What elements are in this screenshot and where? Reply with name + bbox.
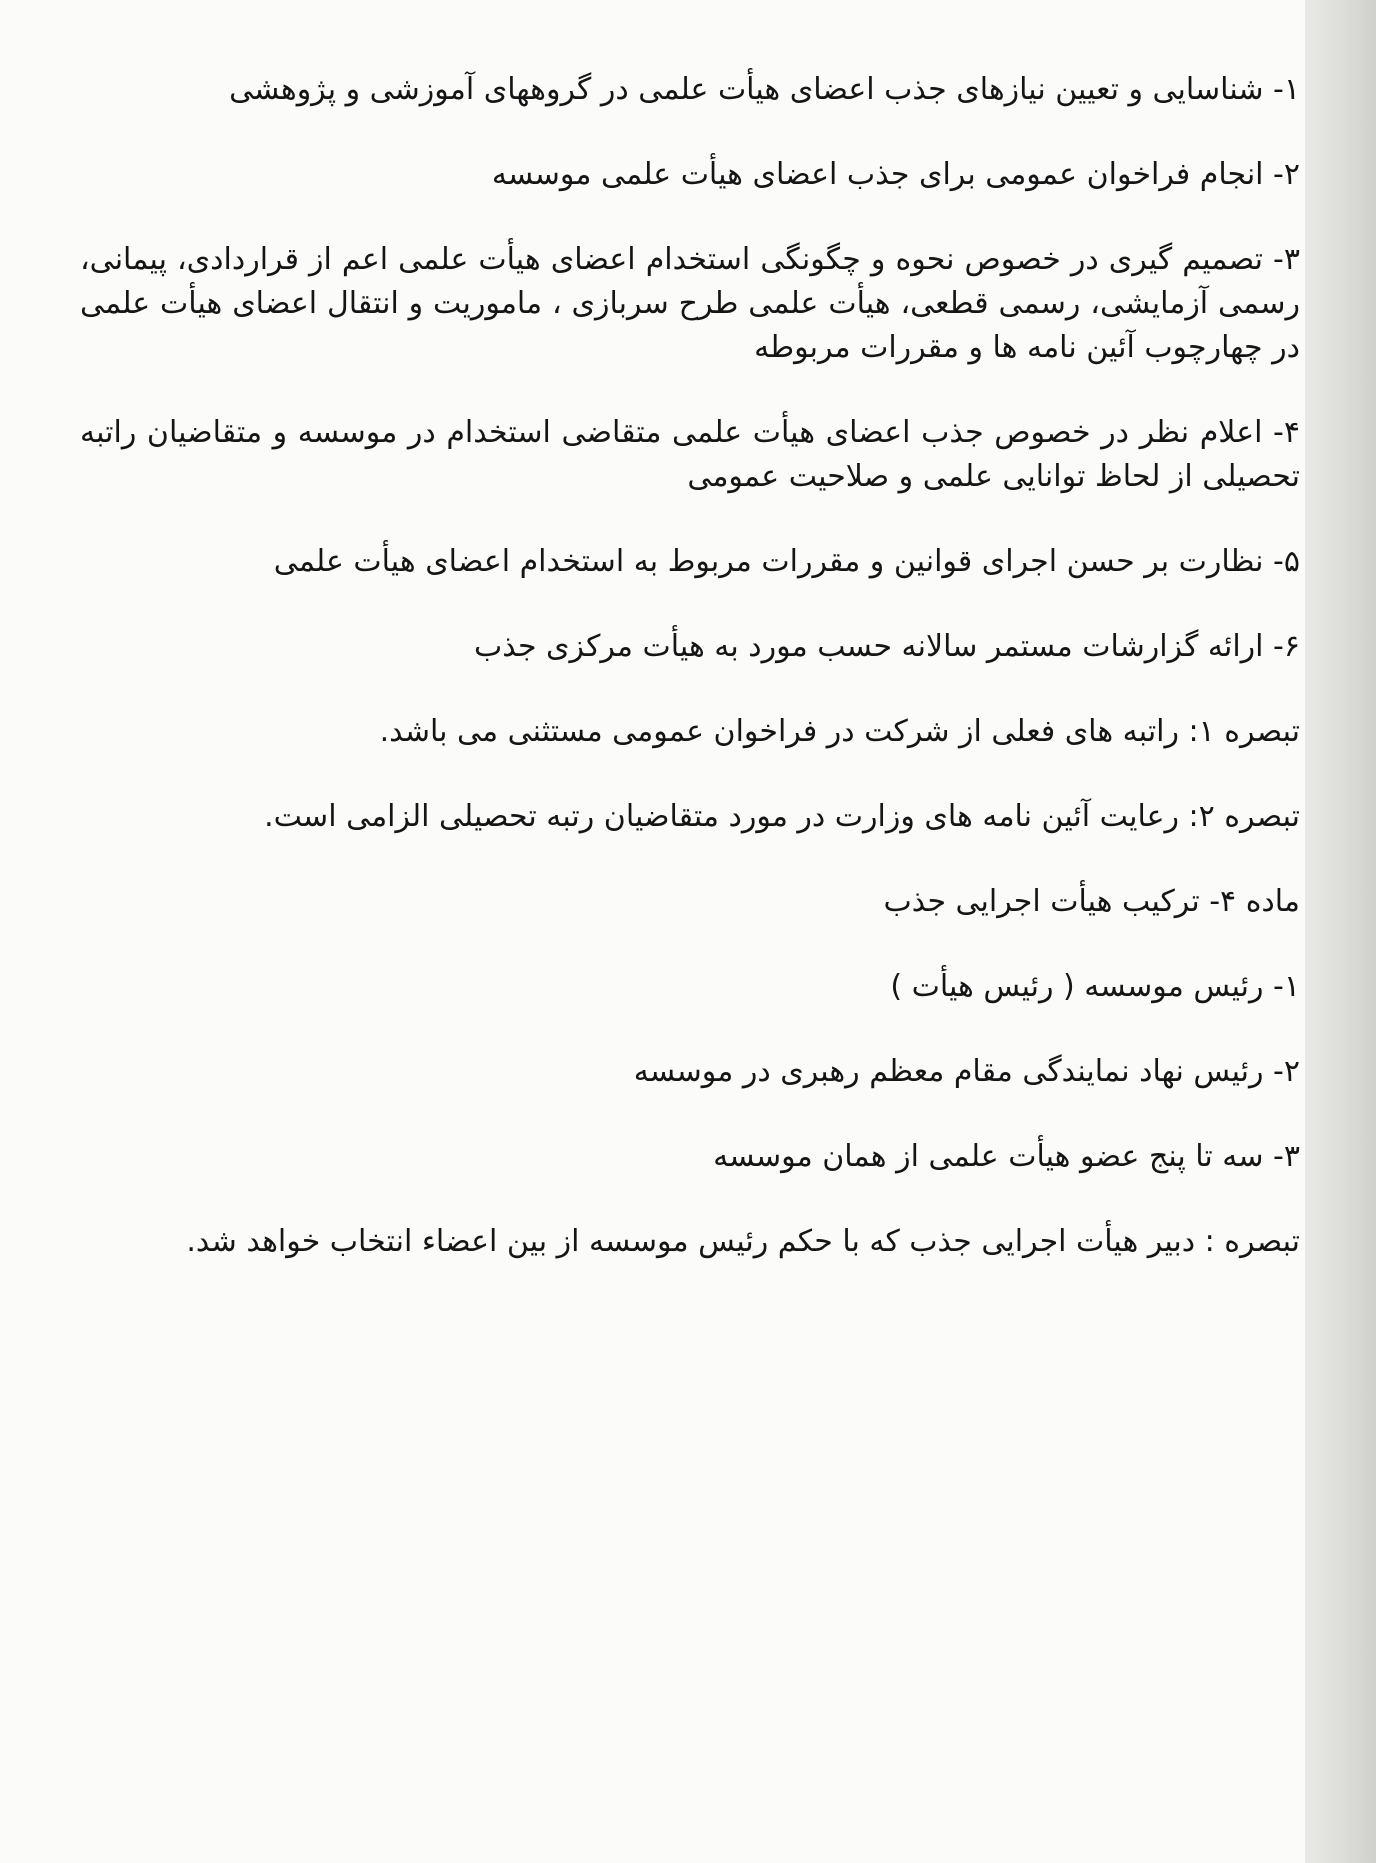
member-item-2: ۲- رئیس نهاد نمایندگی مقام معظم رهبری در موسسه [633, 1054, 1300, 1089]
document-body [80, 68, 1300, 1305]
list-item-4: ۴- اعلام نظر در خصوص جذب اعضای هیأت علمی متقاضی استخدام در موسسه و متقاضیان راتبه تحصیلی از لحاظ توانایی علمی و صلاحیت عمومی [80, 415, 1300, 494]
list-item-1: ۱- شناسایی و تعیین نیازهای جذب اعضای هیأت علمی در گروههای آموزشی و پژوهشی [229, 72, 1300, 107]
article-4-heading: ماده ۴- ترکیب هیأت اجرایی جذب [883, 884, 1300, 919]
list-item-6: ۶- ارائه گزارشات مستمر سالانه حسب مورد به هیأت مرکزی جذب [473, 629, 1300, 664]
list-item-2: ۲- انجام فراخوان عمومی برای جذب اعضای هیأت علمی موسسه [491, 157, 1300, 192]
list-item-5: ۵- نظارت بر حسن اجرای قوانین و مقررات مربوط به استخدام اعضای هیأت علمی [273, 544, 1300, 579]
note-1: تبصره ۱: راتبه های فعلی از شرکت در فراخوان عمومی مستثنی می باشد. [379, 714, 1300, 749]
note-2: تبصره ۲: رعایت آئین نامه های وزارت در مورد متقاضیان رتبه تحصیلی الزامی است. [264, 799, 1300, 834]
list-item-3: ۳- تصمیم گیری در خصوص نحوه و چگونگی استخدام اعضای هیأت علمی اعم از قراردادی، پیمانی، رسمی آزمایشی، رسمی قطعی، هیأت علمی طرح سربازی ، ماموریت و انتقال اعضای هیأت علمی در چهارچوب آئین نامه ها و مقررات مربوطه [80, 242, 1300, 365]
member-item-1: ۱- رئیس موسسه ( رئیس هیأت ) [890, 969, 1300, 1004]
note-secretary: تبصره : دبیر هیأت اجرایی جذب که با حکم رئیس موسسه از بین اعضاء انتخاب خواهد شد. [186, 1224, 1300, 1259]
page-edge [1305, 0, 1376, 1863]
member-item-3: ۳- سه تا پنج عضو هیأت علمی از همان موسسه [713, 1139, 1300, 1174]
